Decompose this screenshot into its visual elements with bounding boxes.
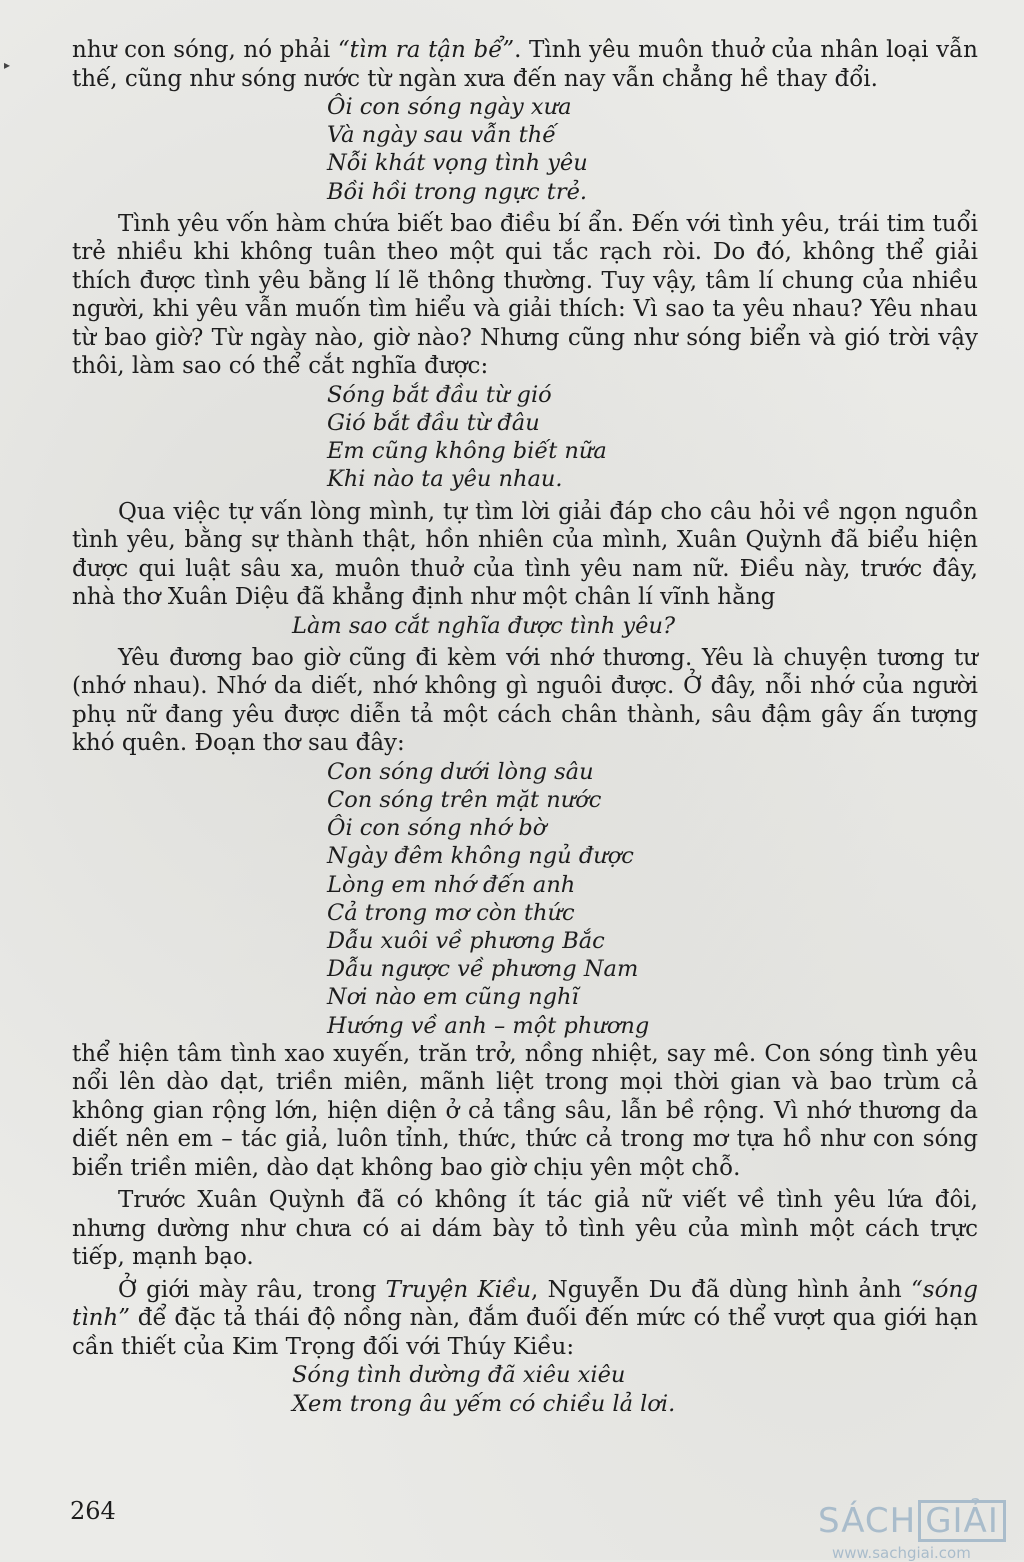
paragraph-6: Trước Xuân Quỳnh đã có không ít tác giả nữ viết về tình yêu lứa đôi, nhưng dường như chưa có ai dám bày tỏ tình yêu của mình một cách trực tiếp, mạnh bạo. (72, 1187, 978, 1271)
paragraph-2: Tình yêu vốn hàm chứa biết bao điều bí ẩn. Đến với tình yêu, trái tim tuổi trẻ nhiều khi không tuân theo một qui tắc rạch ròi. Do đó, không thể giải thích được tình yêu bằng lí lẽ thông thường. Tuy vậy, tâm lí chung của nhiều người, khi yêu vẫn muốn tìm hiểu và giải thích: Vì sao ta yêu nhau? Yêu nhau từ bao giờ? Từ ngày nào, giờ nào? Nhưng cũng như sóng biển và gió trời vậy thôi, làm sao có thể cắt nghĩa được: (72, 210, 978, 380)
verse-line: Ôi con sóng nhớ bờ (327, 815, 547, 842)
paragraph-1 (72, 36, 978, 93)
paragraph-1-quote: “tìm ra tận bể” (337, 37, 515, 63)
book-title-truyen-kieu: Truyện Kiều (385, 1276, 532, 1303)
verse-line: Cả trong mơ còn thức (327, 899, 575, 926)
logo-text-a: SÁCH (818, 1501, 917, 1541)
paragraph-7 (72, 1276, 978, 1362)
verse-line: Nơi nào em cũng nghĩ (327, 984, 579, 1011)
verse-line: Em cũng không biết nữa (327, 438, 607, 465)
verse-line: Làm sao cắt nghĩa được tình yêu? (292, 612, 676, 639)
sachgiai-watermark-logo (818, 1500, 1018, 1560)
verse-line: Sóng bắt đầu từ gió (327, 381, 552, 408)
paragraph-7-text-a: Ở giới mày râu, trong (118, 1276, 386, 1303)
verse-line: Xem trong âu yếm có chiều lả lơi. (292, 1390, 676, 1417)
page-content (72, 36, 978, 1418)
paragraph-4: Yêu đương bao giờ cũng đi kèm với nhớ thương. Yêu là chuyện tương tư (nhớ nhau). Nhớ da diết, nhớ không gì nguôi được. Ở đây, nỗi nhớ của người phụ nữ đang yêu được diễn tả một cách chân thành, sâu đậm gây ấn tượng khó quên. Đoạn thơ sau đây: (72, 644, 978, 757)
verse-line: Gió bắt đầu từ đâu (327, 410, 540, 437)
paragraph-7-text-b: , Nguyễn Du đã dùng hình ảnh (531, 1276, 912, 1303)
paragraph-1-text-b: . Tình yêu muôn thuở của nhân loại vẫn thế, cũng như sóng nước từ ngàn xưa đến nay vẫn chẳng hề thay đổi. (72, 37, 978, 92)
verse-line: Con sóng trên mặt nước (327, 787, 602, 814)
verse-line: Ôi con sóng ngày xưa (327, 94, 572, 120)
verse-5 (292, 1361, 978, 1417)
verse-3 (292, 612, 978, 640)
logo-url: www.sachgiai.com (832, 1544, 971, 1562)
logo-text-b: GIẢI (918, 1500, 1006, 1542)
verse-line: Khi nào ta yêu nhau. (327, 466, 563, 493)
page-number: 264 (70, 1497, 116, 1525)
paragraph-7-text-c: để đặc tả thái độ nồng nàn, đắm đuối đến mức có thể vượt qua giới hạn cần thiết của Kim Trọng đối với Thúy Kiều: (72, 1305, 978, 1360)
verse-line: Và ngày sau vẫn thế (327, 122, 557, 149)
paragraph-1-text-a: như con sóng, nó phải (72, 37, 338, 63)
verse-line: Hướng về anh – một phương (327, 1012, 650, 1039)
verse-2 (327, 381, 978, 494)
verse-line: Dẫu ngược về phương Nam (327, 956, 639, 983)
verse-line: Ngày đêm không ngủ được (327, 843, 634, 870)
logo-wordmark (818, 1500, 1018, 1542)
verse-line: Lòng em nhớ đến anh (327, 871, 576, 898)
verse-line: Nỗi khát vọng tình yêu (327, 150, 588, 177)
paragraph-7-quote: “sóng tình” (72, 1276, 978, 1332)
verse-line: Bồi hồi trong ngực trẻ. (327, 178, 588, 205)
paragraph-5: thể hiện tâm tình xao xuyến, trăn trở, nồng nhiệt, say mê. Con sóng tình yêu nổi lên dào dạt, triền miên, mãnh liệt trong mọi thời gian và bao trùm cả không gian rộng lớn, hiện diện ở cả tầng sâu, lẫn bề rộng. Vì nhớ thương da diết nên em – tác giả, luôn tỉnh, thức, thức cả trong mơ tựa hồ như con sóng biển triền miên, dào dạt không bao giờ chịu yên một chỗ. (72, 1040, 978, 1181)
verse-line: Sóng tình dường đã xiêu xiêu (292, 1362, 626, 1389)
verse-4 (327, 758, 978, 1040)
verse-line: Dẫu xuôi về phương Bắc (327, 928, 605, 955)
edge-mark: ▸ (4, 58, 11, 72)
paragraph-3: Qua việc tự vấn lòng mình, tự tìm lời giải đáp cho câu hỏi về ngọn nguồn tình yêu, bằng sự thành thật, hồn nhiên của mình, Xuân Quỳnh đã biểu hiện được qui luật sâu xa, muôn thuở của tình yêu nam nữ. Điều này, trước đây, nhà thơ Xuân Diệu đã khẳng định như một chân lí vĩnh hằng (72, 498, 978, 611)
verse-line: Con sóng dưới lòng sâu (327, 758, 594, 785)
verse-1 (327, 93, 978, 206)
